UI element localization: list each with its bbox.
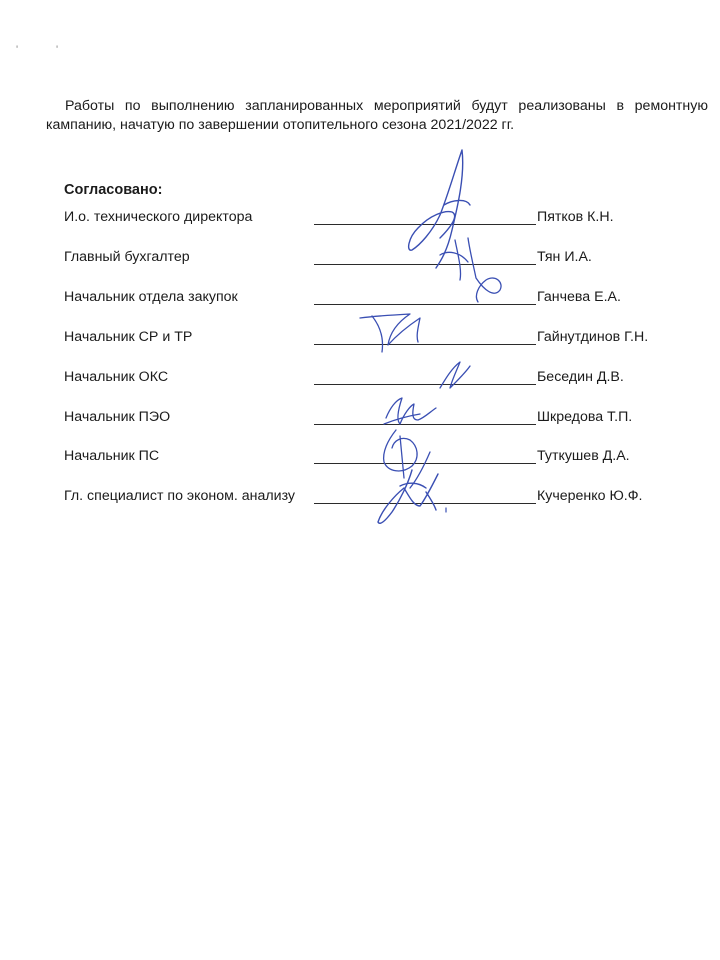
- approver-position: Начальник ПС: [64, 448, 160, 464]
- approval-heading: Согласовано:: [64, 182, 163, 198]
- approver-name: Тян И.А.: [537, 249, 592, 265]
- signature-line: [314, 503, 536, 504]
- signature-line: [314, 344, 536, 345]
- signature-line: [314, 424, 536, 425]
- approver-name: Шкредова Т.П.: [537, 409, 633, 425]
- approver-name: Пятков К.Н.: [537, 209, 614, 225]
- approval-row: [0, 209, 720, 229]
- approval-row: [0, 409, 720, 429]
- approver-position: Начальник СР и ТР: [64, 329, 193, 345]
- approval-row: [0, 289, 720, 309]
- approval-row: [0, 448, 720, 468]
- approver-position: Начальник отдела закупок: [64, 289, 238, 305]
- approval-row: [0, 329, 720, 349]
- approver-name: Кучеренко Ю.Ф.: [537, 488, 643, 504]
- signature-line: [314, 384, 536, 385]
- approver-position: Главный бухгалтер: [64, 249, 190, 265]
- body-paragraph: Работы по выполнению запланированных мероприятий будут реализованы в ремонтную кампанию, начатую по завершении отопительного сезона 2021/2022 гг.: [46, 98, 708, 133]
- approver-position: Начальник ОКС: [64, 369, 169, 385]
- signature-line: [314, 463, 536, 464]
- approver-position: И.о. технического директора: [64, 209, 253, 225]
- approver-position: Гл. специалист по эконом. анализу: [64, 488, 296, 504]
- approver-name: Гайнутдинов Г.Н.: [537, 329, 649, 345]
- approval-row: [0, 369, 720, 389]
- approver-name: Туткушев Д.А.: [537, 448, 630, 464]
- signature-line: [314, 304, 536, 305]
- approver-name: Беседин Д.В.: [537, 369, 624, 385]
- scan-mark: ': [56, 44, 59, 56]
- approver-name: Ганчева Е.А.: [537, 289, 621, 305]
- approver-position: Начальник ПЭО: [64, 409, 171, 425]
- approval-row: [0, 488, 720, 508]
- signature-line: [314, 224, 536, 225]
- signature-line: [314, 264, 536, 265]
- scan-mark: ': [16, 44, 19, 56]
- approval-row: [0, 249, 720, 269]
